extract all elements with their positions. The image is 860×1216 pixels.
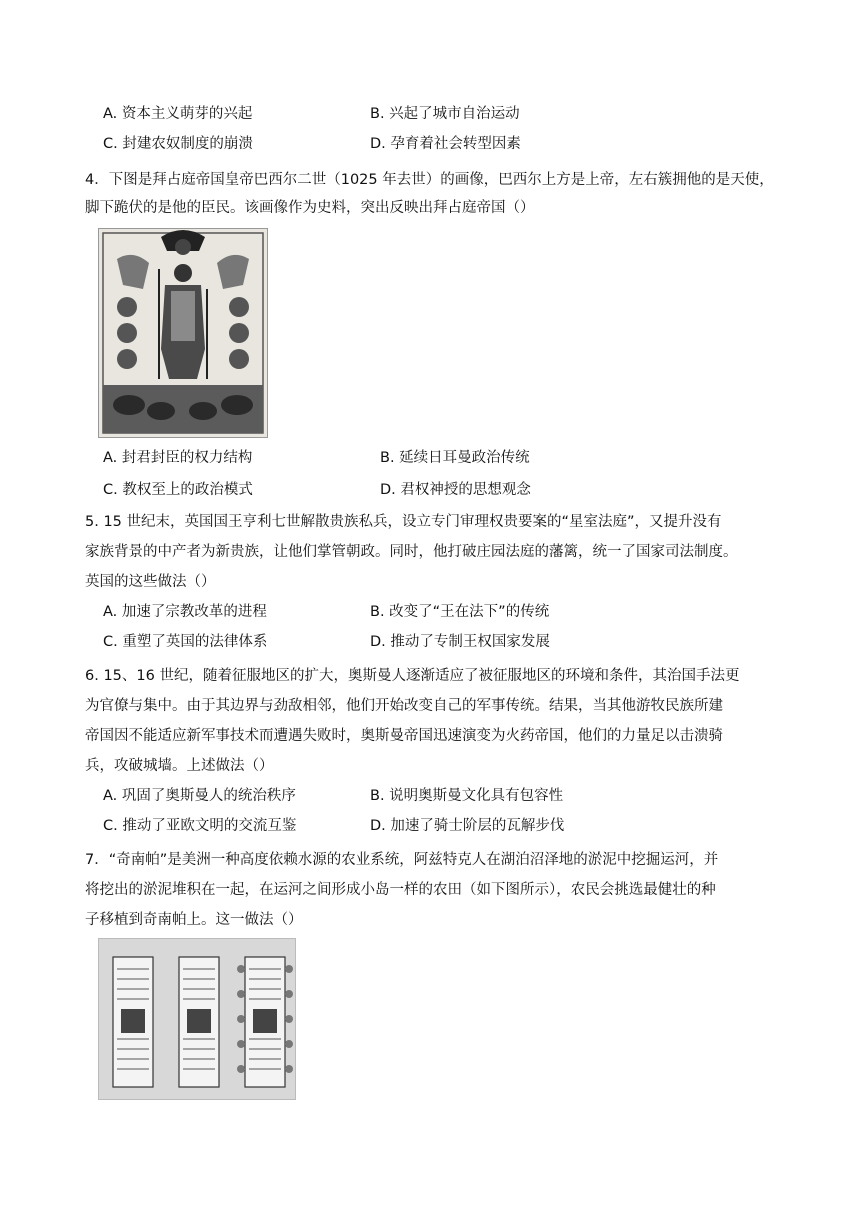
q5-stem-line-2: 家族背景的中产者为新贵族，让他们掌管朝政。同时，他打破庄园法庭的藩篱，统一了国家司法制度。 bbox=[85, 544, 738, 560]
q6-stem-line-4: 兵，攻破城墙。上述做法（） bbox=[85, 758, 274, 774]
q5-option-c: C. 重塑了英国的法律体系 bbox=[103, 634, 268, 650]
q4-option-d: D. 君权神授的思想观念 bbox=[380, 482, 531, 498]
q7-stem-line-3: 子移植到奇南帕上。这一做法（） bbox=[85, 912, 303, 928]
q6-option-b: B. 说明奥斯曼文化具有包容性 bbox=[370, 788, 564, 804]
q6-stem-line-1: 6. 15、16 世纪，随着征服地区的扩大，奥斯曼人逐渐适应了被征服地区的环境和条件，其治国手法更 bbox=[85, 668, 740, 684]
q4-stem-line-1: 4．下图是拜占庭帝国皇帝巴西尔二世（1025 年去世）的画像，巴西尔上方是上帝，左右簇拥他的是天使， bbox=[85, 172, 774, 188]
q4-stem-line-2: 脚下跪伏的是他的臣民。该画像作为史料，突出反映出拜占庭帝国（） bbox=[85, 200, 535, 216]
q7-stem-line-2: 将挖出的淤泥堆积在一起，在运河之间形成小岛一样的农田（如下图所示），农民会挑选最健壮的种 bbox=[85, 882, 716, 898]
q4-option-a: A. 封君封臣的权力结构 bbox=[103, 450, 253, 466]
chinampa-diagram-image bbox=[98, 938, 296, 1100]
q5-option-d: D. 推动了专制王权国家发展 bbox=[370, 634, 550, 650]
q6-stem-line-3: 帝国因不能适应新军事技术而遭遇失败时，奥斯曼帝国迅速演变为火药帝国，他们的力量足以击溃骑 bbox=[85, 728, 723, 744]
q3-option-c: C. 封建农奴制度的崩溃 bbox=[103, 136, 253, 152]
q6-option-d: D. 加速了骑士阶层的瓦解步伐 bbox=[370, 818, 565, 834]
q5-option-a: A. 加速了宗教改革的进程 bbox=[103, 604, 267, 620]
q3-option-d: D. 孕育着社会转型因素 bbox=[370, 136, 521, 152]
q6-option-c: C. 推动了亚欧文明的交流互鉴 bbox=[103, 818, 297, 834]
q5-option-b: B. 改变了“王在法下”的传统 bbox=[370, 604, 550, 620]
q5-stem-line-3: 英国的这些做法（） bbox=[85, 574, 216, 590]
q4-option-c: C. 教权至上的政治模式 bbox=[103, 482, 253, 498]
q6-option-a: A. 巩固了奥斯曼人的统治秩序 bbox=[103, 788, 296, 804]
q6-stem-line-2: 为官僚与集中。由于其边界与劲敌相邻，他们开始改变自己的军事传统。结果，当其他游牧民族所建 bbox=[85, 698, 723, 714]
q4-option-b: B. 延续日耳曼政治传统 bbox=[380, 450, 530, 466]
q3-option-b: B. 兴起了城市自治运动 bbox=[370, 106, 520, 122]
q7-stem-line-1: 7．“奇南帕”是美洲一种高度依赖水源的农业系统，阿兹特克人在湖泊沼泽地的淤泥中挖掘运河，并 bbox=[85, 852, 719, 868]
basil-ii-portrait-image bbox=[98, 228, 268, 438]
q5-stem-line-1: 5. 15 世纪末，英国国王亨利七世解散贵族私兵，设立专门审理权贵要案的“星室法庭”，又提升没有 bbox=[85, 514, 722, 530]
q3-option-a: A. 资本主义萌芽的兴起 bbox=[103, 106, 253, 122]
